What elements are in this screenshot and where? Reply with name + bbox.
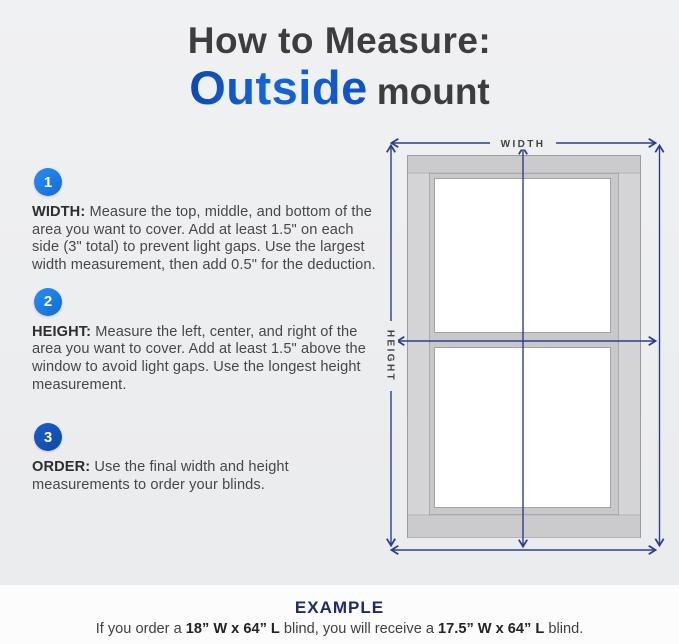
page-title [0, 20, 679, 114]
title-accent-outside: Outside [189, 61, 368, 114]
window-diagram [378, 130, 679, 590]
example-heading: EXAMPLE [294, 598, 385, 617]
step-1-badge [34, 168, 62, 196]
step-1-text [32, 204, 380, 275]
example-part3: blind. [544, 621, 584, 637]
step-2-number: 2 [43, 293, 53, 311]
step-2-badge [34, 288, 62, 316]
width-label: WIDTH [500, 139, 546, 150]
example-ordered-size: 18” W x 64” L [185, 621, 280, 637]
step-3-label: ORDER: [32, 459, 91, 476]
step-2-body: Measure the left, center, and right of the area you want to cover. Add at least 1.5" above the window to avoid light gaps. Use the longest height measurement. [32, 323, 366, 393]
example-section [0, 585, 679, 644]
step-3-body: Use the final width and height measurements to order your blinds. [32, 459, 289, 493]
step-1-body: Measure the top, middle, and bottom of the area you want to cover. Add at least 1.5" on each side (3" total) to prevent light gaps. Use the largest width measurement, then add 0.5" for the deduction. [32, 204, 376, 273]
step-3-badge [34, 423, 62, 451]
window-head-band [408, 156, 640, 173]
step-2-text [32, 324, 380, 395]
step-1-number: 1 [43, 173, 53, 191]
window-sill-band [408, 515, 640, 538]
title-line1: How to Measure: [187, 20, 492, 61]
title-line2 [0, 61, 679, 114]
step-width [32, 168, 380, 275]
step-2-label: HEIGHT: [32, 323, 92, 340]
example-part2: blind, you will receive a [279, 621, 439, 637]
step-1-label: WIDTH: [32, 204, 86, 220]
step-3-number: 3 [43, 428, 53, 446]
step-3-text [32, 459, 380, 494]
step-order [32, 423, 380, 494]
height-label: HEIGHT [384, 329, 396, 383]
example-received-size: 17.5” W x 64” L [438, 621, 545, 637]
step-height [32, 288, 380, 395]
example-part1: If you order a [95, 621, 186, 637]
example-sentence [0, 621, 679, 637]
steps-column [32, 168, 380, 508]
title-rest-mount: mount [376, 71, 490, 112]
